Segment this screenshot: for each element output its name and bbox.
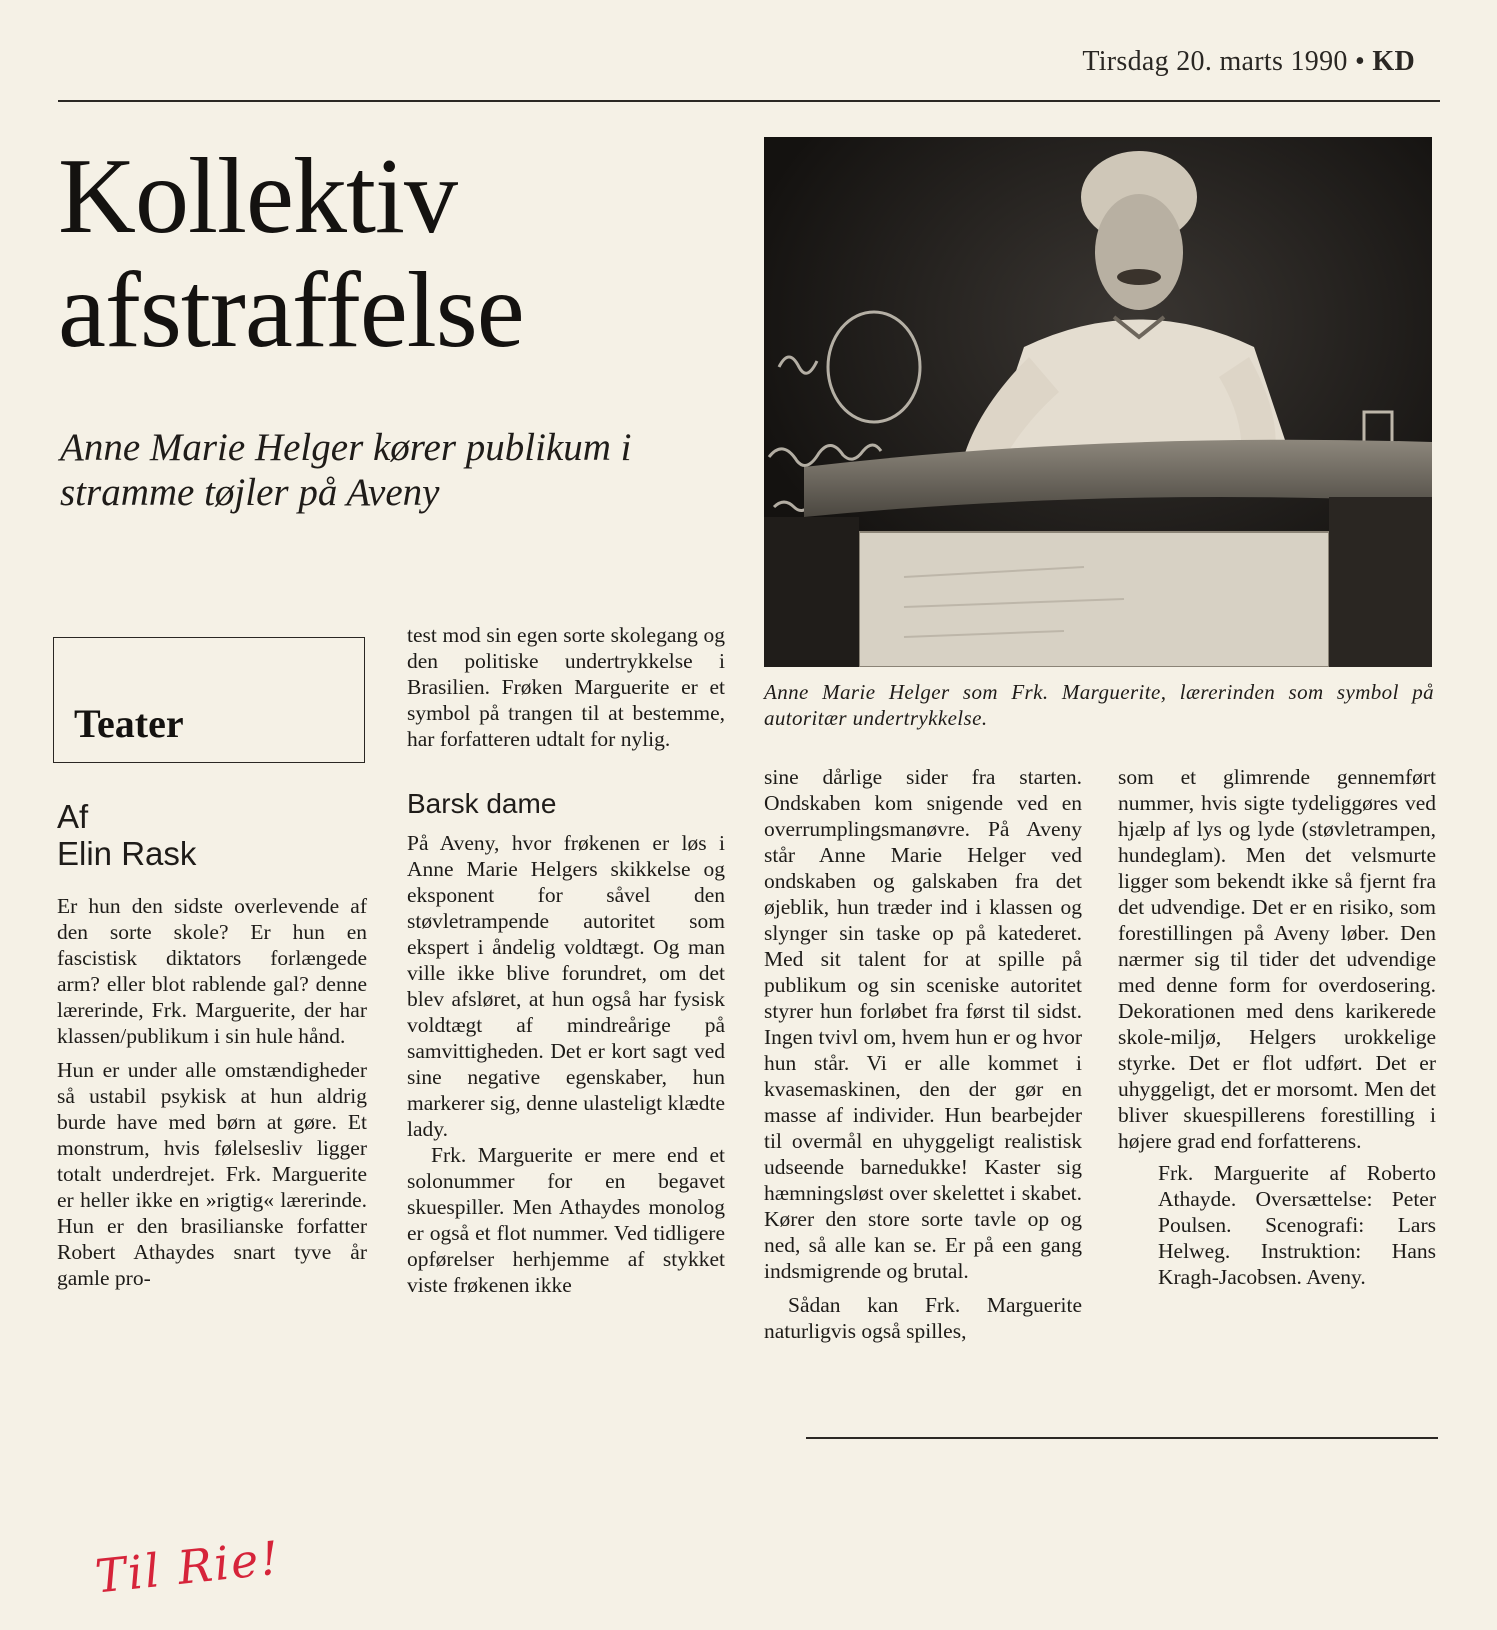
- headline: [58, 137, 738, 370]
- issue-date: Tirsdag 20. marts 1990 •: [1082, 46, 1366, 77]
- production-credits: Frk. Marguerite af Roberto Athayde. Oversættelse: Peter Poulsen. Scenografi: Lars Helweg. Instruktion: Hans Kragh-Jacobsen. Aveny.: [1158, 1161, 1436, 1289]
- body-column-3: [764, 764, 1082, 1344]
- photo-illustration: [764, 137, 1432, 667]
- masthead-dateline: [1082, 46, 1415, 78]
- paragraph: Er hun den sidste overlevende af den sorte skole? Er hun en fascistisk diktators forlængede arm? eller blot rablende gal? denne lærerinde, Frk. Marguerite, der har klassen/publikum i sin hule hånd.: [57, 894, 367, 1048]
- paragraph: som et glimrende gennemført nummer, hvis sigte tydeliggøres ved hjælp af lys og lyde (støvletrampen, hundeglam). Men det velsmurte ligger som bekendt ikke så fjernt fra det udvendige. Det er en risiko, som forestillingen på Aveny løber. Den nærmer sig til tider det udvendige med denne form for overdosering. Dekorationen med dens karikerede skole-miljø, Helgers urokkelige styrke. Det er flot udført. Det er uhyggeligt, det er morsomt. Men det bliver skuespillerens forestilling i højere grad end forfatterens.: [1118, 765, 1436, 1153]
- deck-subtitle: Anne Marie Helger kører publikum i stramme tøjler på Aveny: [60, 426, 632, 514]
- paragraph: På Aveny, hvor frøkenen er løs i Anne Marie Helgers skikkelse og eksponent for såvel den støvletrampende autoritet som ekspert i åndelig voldtægt. Og man ville ikke blive forundret, om det blev afsløret, at hun også har fysisk voldtægt af mindreårige på samvittigheden. Det er kort sagt ved sine negative egenskaber, hun markerer sig, denne ulasteligt klædte lady.: [407, 831, 725, 1141]
- paragraph: Hun er under alle omstændigheder så ustabil psykisk at hun aldrig burde have med børn at gøre. Et monstrum, hvis følelsesliv ligger totalt underdrejet. Frk. Marguerite er heller ikke en »rigtig« lærerinde. Hun er den brasilianske forfatter Robert Athaydes snart tyve år gamle pro-: [57, 1058, 367, 1290]
- section-label-box: [53, 637, 365, 763]
- paper-logo: KD: [1372, 46, 1415, 77]
- paragraph: Frk. Marguerite er mere end et solonummer for en begavet skuespiller. Men Athaydes monolog er også et flot nummer. Ved tidligere opførelser herhjemme af stykket viste frøkenen ikke: [407, 1143, 725, 1297]
- top-rule: [58, 100, 1440, 102]
- handwritten-note: Til Rie!: [92, 1530, 284, 1604]
- theatre-photo: [764, 137, 1432, 667]
- body-column-1: [57, 893, 367, 1291]
- paragraph: test mod sin egen sorte skolegang og den politiske undertrykkelse i Brasilien. Frøken Marguerite er et symbol på trangen til at bestemme, har forfatteren udtalt for nylig.: [407, 623, 725, 751]
- body-column-2: [407, 622, 725, 1298]
- paragraph: sine dårlige sider fra starten. Ondskaben kom snigende ved en overrumplingsmanøvre. På Aveny står Anne Marie Helger ved ondskaben og galskaben fra det øjeblik, hun træder ind i klassen og slynger sin taske op på katederet. Med sit talent for at spille på publikum og sin sceniske autoritet styrer hun forløbet fra først til sidst. Ingen tvivl om, hvem hun er og hvor hun står. Vi er alle kommet i kvasemaskinen, den der gør en masse af individer. Hun bearbejder til overmål en uhyggeligt realistisk udseende barnedukke! Kaster sig hæmningsløst over skelettet i skabet. Kører den store sorte tavle op og ned, så alle kan se. Er på een gang indsmigrende og brutal.: [764, 765, 1082, 1283]
- section-label: Teater: [74, 701, 184, 746]
- photo-caption: Anne Marie Helger som Frk. Marguerite, lærerinden som symbol på autoritær undertrykkelse.: [764, 680, 1434, 730]
- bottom-rule: [806, 1437, 1438, 1439]
- byline: [57, 798, 357, 872]
- subheading: Barsk dame: [407, 788, 557, 819]
- headline-line-1: Kollektiv: [58, 137, 457, 256]
- paragraph: Sådan kan Frk. Marguerite naturligvis også spilles,: [764, 1293, 1082, 1343]
- byline-author: Elin Rask: [57, 835, 197, 872]
- body-column-4: [1118, 764, 1436, 1290]
- headline-line-2: afstraffelse: [58, 251, 524, 370]
- byline-prefix: Af: [57, 798, 89, 835]
